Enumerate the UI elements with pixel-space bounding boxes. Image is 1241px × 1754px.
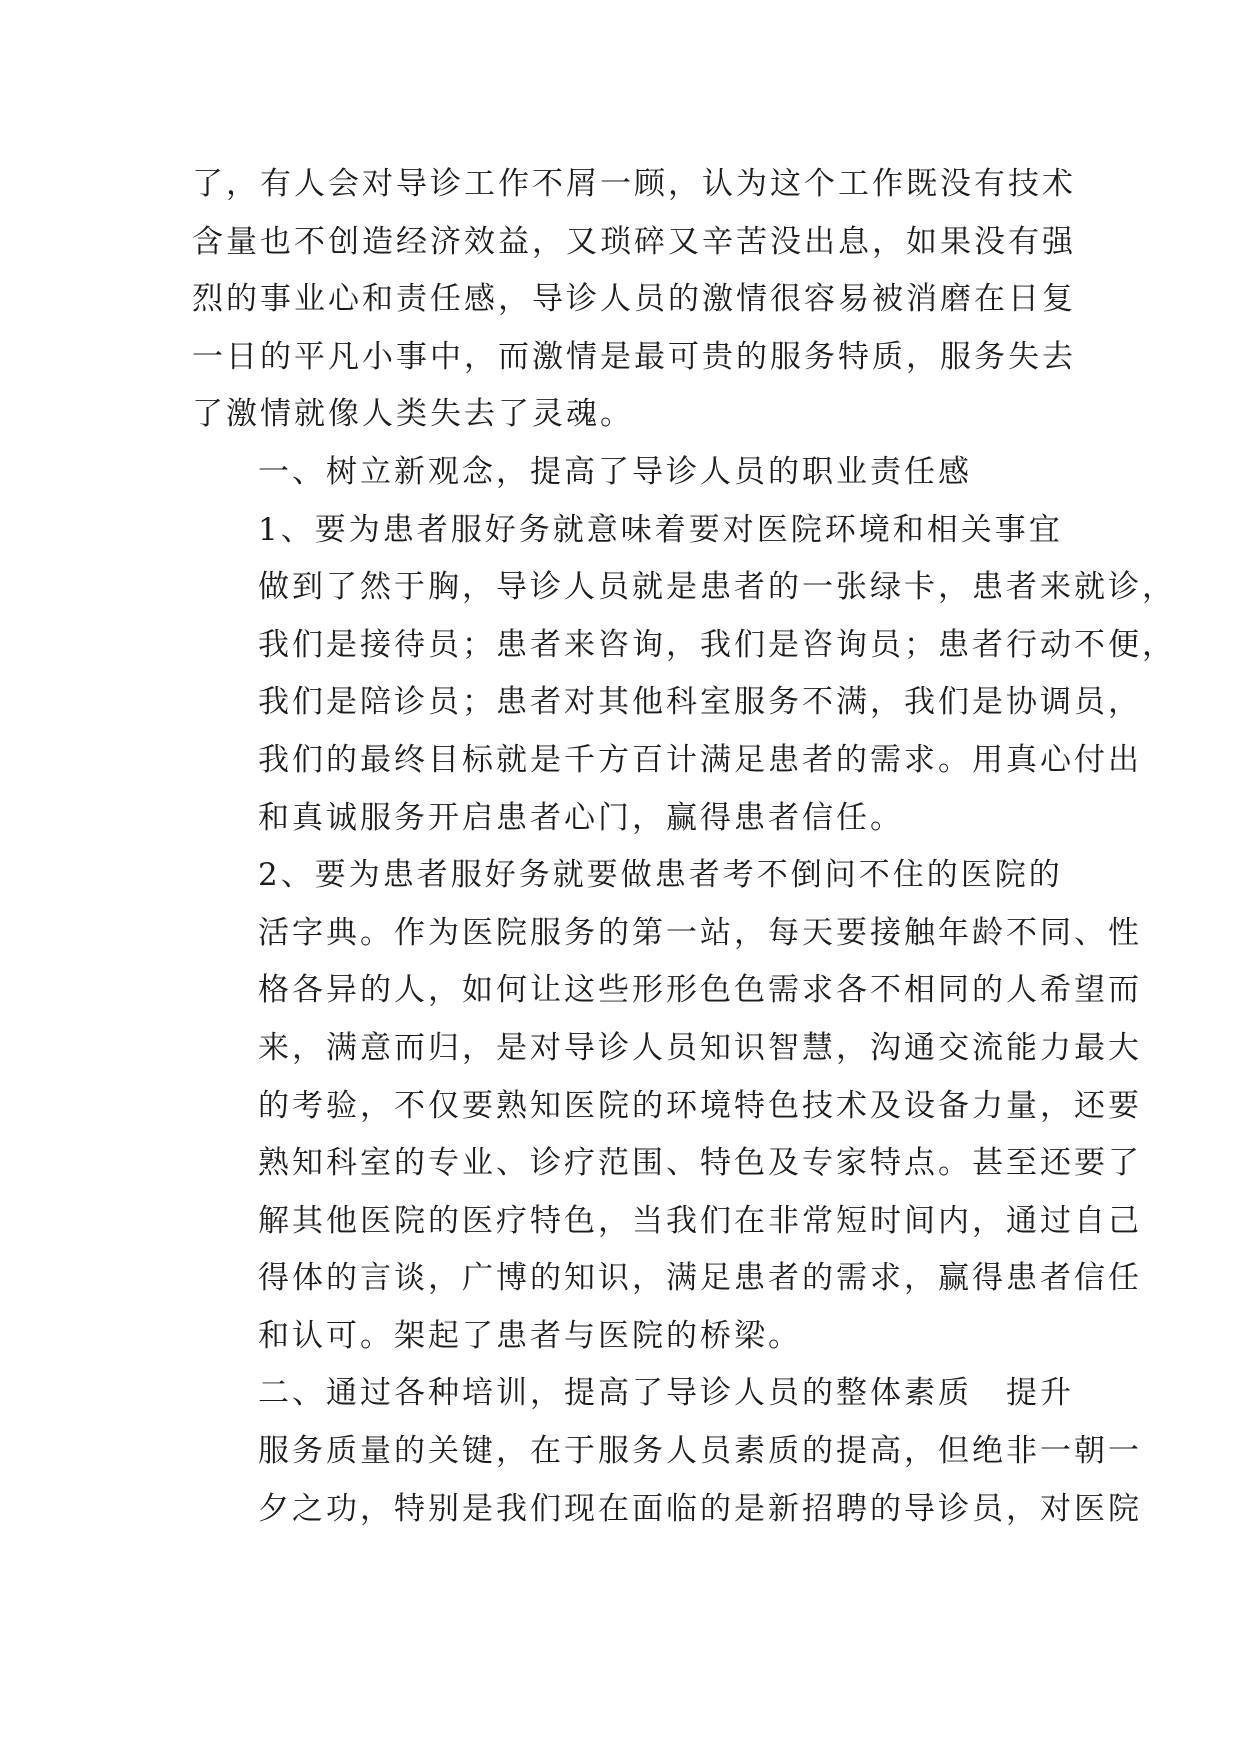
text-line: 活字典。作为医院服务的第一站，每天要接触年龄不同、性 (258, 914, 1142, 951)
text-line: 夕之功，特别是我们现在面临的是新招聘的导诊员，对医院 (258, 1490, 1142, 1527)
text-line: 1、要为患者服好务就意味着要对医院环境和相关事宜 (258, 511, 1063, 548)
text-line: 格各异的人，如何让这些形形色色需求各不相同的人希望而 (258, 972, 1142, 1009)
document-body (192, 156, 1176, 1538)
text-line: 做到了然于胸，导诊人员就是患者的一张绿卡，患者来就诊， (258, 569, 1176, 606)
text-line: 二、通过各种培训，提高了导诊人员的整体素质 提升 (258, 1375, 1074, 1412)
paragraph-intro (192, 156, 1076, 444)
text-line: 得体的言谈，广博的知识，满足患者的需求，赢得患者信任 (258, 1260, 1142, 1297)
text-line: 解其他医院的医疗特色，当我们在非常短时间内，通过自己 (258, 1202, 1142, 1239)
text-line: 含量也不创造经济效益，又琐碎又辛苦没出息，如果没有强 (192, 223, 1076, 260)
text-line: 2、要为患者服好务就要做患者考不倒问不住的医院的 (258, 857, 1063, 894)
text-line: 我们的最终目标就是千方百计满足患者的需求。用真心付出 (258, 741, 1142, 778)
section-heading-2 (192, 1365, 1142, 1538)
text-line: 一日的平凡小事中，而激情是最可贵的服务特质，服务失去 (192, 338, 1076, 375)
text-line: 的考验，不仅要熟知医院的环境特色技术及设备力量，还要 (258, 1087, 1142, 1124)
text-line: 和认可。架起了患者与医院的桥梁。 (258, 1317, 802, 1354)
paragraph-point-1 (192, 502, 1176, 848)
section-heading-1 (192, 444, 1052, 502)
text-line: 熟知科室的专业、诊疗范围、特色及专家特点。甚至还要了 (258, 1145, 1142, 1182)
text-line: 我们是陪诊员；患者对其他科室服务不满，我们是协调员， (258, 684, 1142, 721)
paragraph-point-2 (192, 847, 1142, 1365)
text-line: 我们是接待员；患者来咨询，我们是咨询员；患者行动不便， (258, 626, 1176, 663)
text-line: 和真诚服务开启患者心门，赢得患者信任。 (258, 799, 904, 836)
text-line: 了，有人会对导诊工作不屑一顾，认为这个工作既没有技术 (192, 166, 1076, 202)
text-line: 了激情就像人类失去了灵魂。 (192, 396, 634, 433)
text-line: 来，满意而归，是对导诊人员知识智慧，沟通交流能力最大 (258, 1029, 1142, 1066)
text-line: 服务质量的关键，在于服务人员素质的提高，但绝非一朝一 (258, 1433, 1142, 1470)
heading-line: 一、树立新观念，提高了导诊人员的职业责任感 (258, 453, 972, 490)
text-line: 烈的事业心和责任感，导诊人员的激情很容易被消磨在日复 (192, 281, 1076, 318)
